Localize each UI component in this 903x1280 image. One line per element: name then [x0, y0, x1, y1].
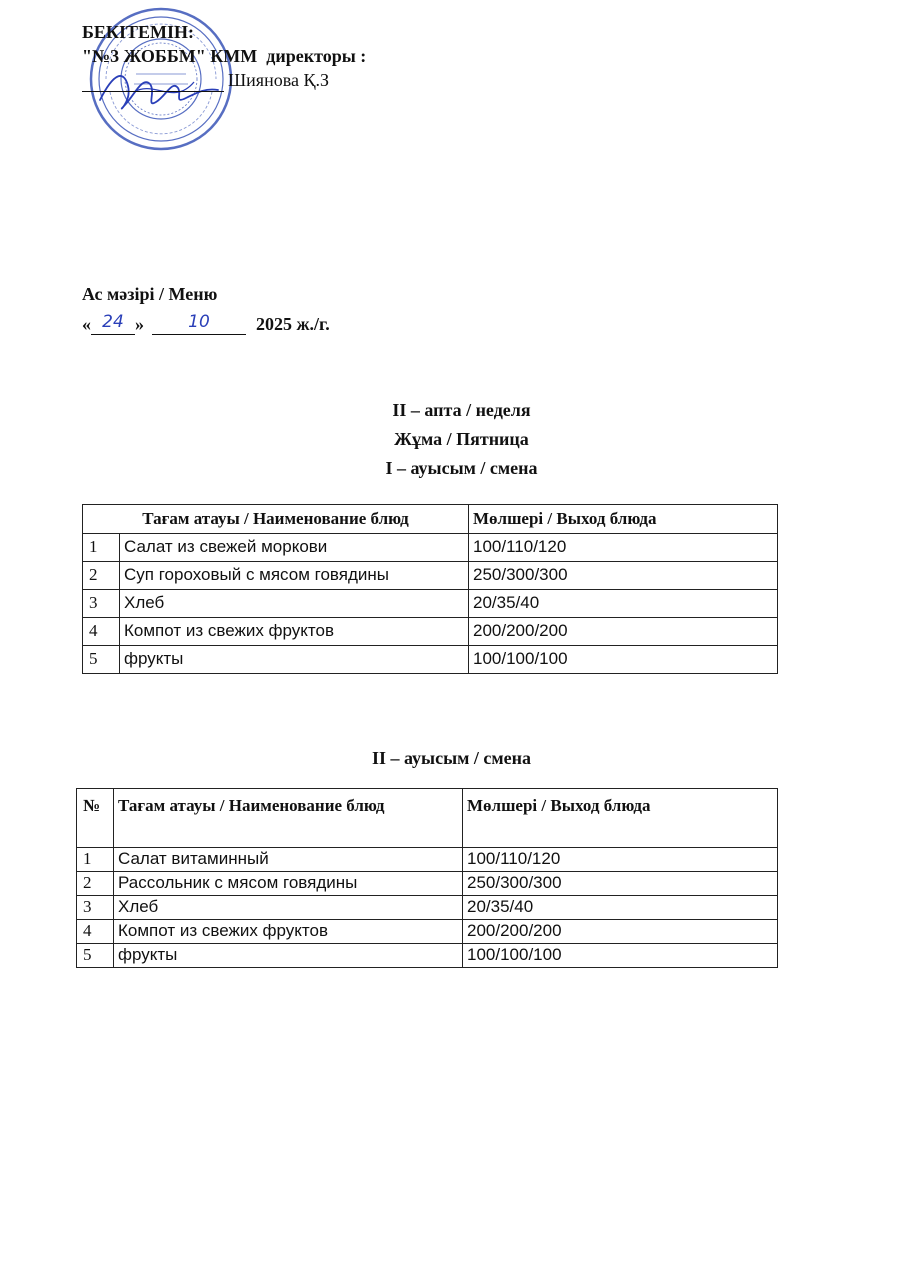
- signature-blank: [82, 73, 224, 92]
- row-number: 3: [77, 896, 114, 920]
- dish-name: фрукты: [114, 944, 463, 968]
- row-number: 4: [77, 920, 114, 944]
- dish-output: 200/200/200: [469, 618, 778, 646]
- director-name: Шиянова Қ.З: [228, 70, 329, 90]
- dish-output: 20/35/40: [463, 896, 778, 920]
- dish-name: фрукты: [120, 646, 469, 674]
- table-row: [77, 848, 778, 872]
- dish-name: Суп гороховый с мясом говядины: [120, 562, 469, 590]
- dish-name: Хлеб: [114, 896, 463, 920]
- date-close-quote: »: [135, 314, 144, 334]
- date-month: 10: [152, 312, 246, 335]
- table-row: [83, 618, 778, 646]
- row-number: 4: [83, 618, 120, 646]
- row-number: 3: [83, 590, 120, 618]
- table-row: [77, 944, 778, 968]
- dish-output: 100/110/120: [469, 534, 778, 562]
- dish-name: Компот из свежих фруктов: [114, 920, 463, 944]
- row-number: 2: [83, 562, 120, 590]
- approval-position: "№3 ЖОББМ" КММ директоры :: [82, 46, 367, 66]
- menu-title: Ас мәзірі / Меню: [82, 284, 218, 304]
- dish-output: 100/100/100: [463, 944, 778, 968]
- dish-output: 250/300/300: [463, 872, 778, 896]
- table-header-row: [77, 789, 778, 848]
- column-header-output: Мөлшері / Выход блюда: [469, 505, 778, 534]
- day-heading: Жұма / Пятница: [394, 429, 529, 449]
- menu-date: [82, 312, 330, 335]
- row-number: 5: [77, 944, 114, 968]
- dish-output: 250/300/300: [469, 562, 778, 590]
- table-row: [77, 896, 778, 920]
- approval-signature-line: [82, 68, 366, 92]
- dish-name: Хлеб: [120, 590, 469, 618]
- row-number: 5: [83, 646, 120, 674]
- column-header-name: Тағам атауы / Наименование блюд: [83, 505, 469, 534]
- table-row: [83, 562, 778, 590]
- dish-name: Рассольник с мясом говядины: [114, 872, 463, 896]
- week-heading: II – апта / неделя: [392, 400, 531, 420]
- dish-output: 100/100/100: [469, 646, 778, 674]
- dish-output: 100/110/120: [463, 848, 778, 872]
- table-row: [83, 534, 778, 562]
- table-row: [77, 872, 778, 896]
- date-open-quote: «: [82, 314, 91, 334]
- approval-block: [82, 20, 366, 92]
- shift2-heading: II – ауысым / смена: [371, 748, 532, 768]
- column-header-name: Тағам атауы / Наименование блюд: [114, 789, 463, 848]
- date-day: 24: [91, 312, 135, 335]
- dish-output: 200/200/200: [463, 920, 778, 944]
- row-number: 1: [77, 848, 114, 872]
- row-number: 2: [77, 872, 114, 896]
- dish-name: Салат из свежей моркови: [120, 534, 469, 562]
- approval-title: БЕКІТЕМІН:: [82, 22, 194, 42]
- table-row: [83, 590, 778, 618]
- dish-output: 20/35/40: [469, 590, 778, 618]
- row-number: 1: [83, 534, 120, 562]
- column-header-number: №: [77, 789, 114, 848]
- shift1-menu-table: [82, 504, 778, 674]
- dish-name: Компот из свежих фруктов: [120, 618, 469, 646]
- date-year: 2025 ж./г.: [256, 314, 330, 334]
- shift1-heading: I – ауысым / смена: [385, 458, 538, 478]
- column-header-output: Мөлшері / Выход блюда: [463, 789, 778, 848]
- dish-name: Салат витаминный: [114, 848, 463, 872]
- table-row: [77, 920, 778, 944]
- table-header-row: [83, 505, 778, 534]
- table-row: [83, 646, 778, 674]
- shift2-menu-table: [76, 788, 778, 968]
